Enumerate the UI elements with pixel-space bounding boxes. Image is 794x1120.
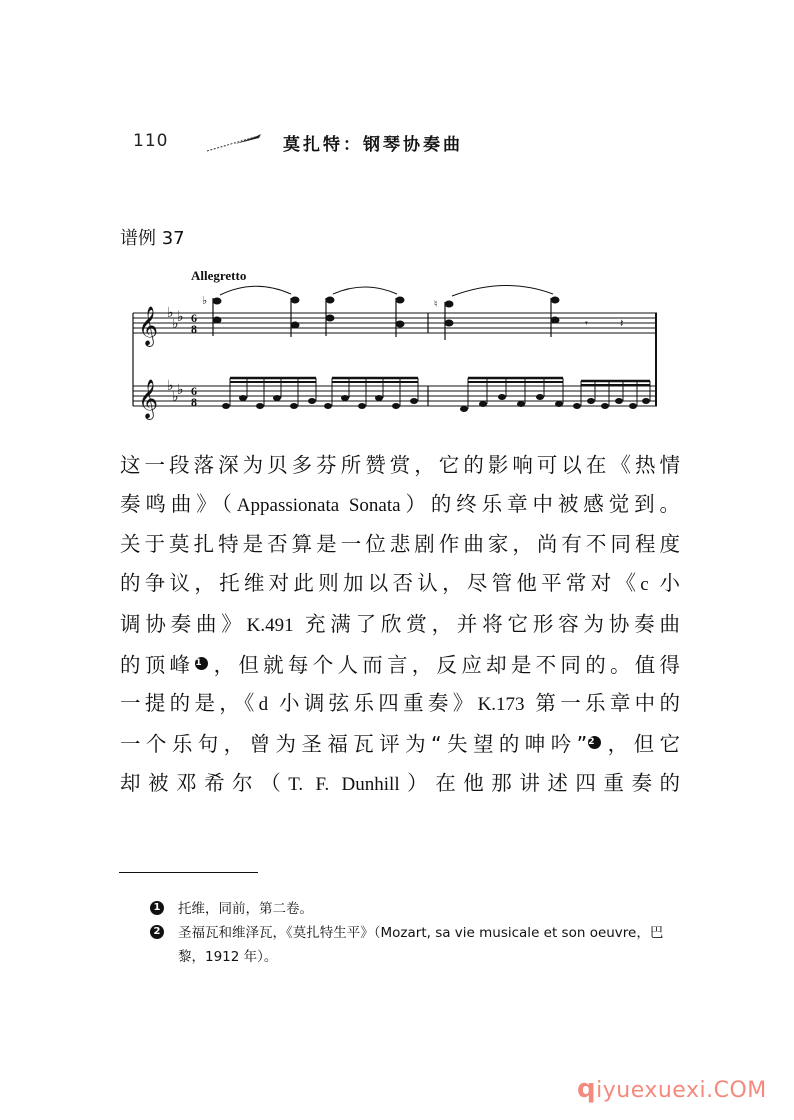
page-number: 110 [133, 131, 169, 151]
quill-pen-ornament-icon [205, 131, 265, 153]
footnote-number-icon: 1 [150, 901, 164, 915]
footnote-text: 托维，同前，第二卷。 [178, 901, 313, 917]
body-line: 关于莫扎特是否算是一位悲剧作曲家，尚有不同程度 [120, 532, 680, 557]
running-title: 莫扎特：钢琴协奏曲 [283, 135, 463, 155]
body-line [120, 764, 680, 805]
music-score-example [125, 280, 670, 420]
body-line [120, 725, 680, 764]
body-line [120, 646, 680, 685]
text-segment: ，但它 [602, 731, 680, 756]
lower-staff [133, 386, 657, 406]
body-line: 这一段落深为贝多芬所赞赏，它的影响可以在《热情 [120, 453, 680, 477]
footnote-ref-2[interactable]: 2 [588, 736, 601, 749]
tempo-marking: Allegretto [191, 268, 247, 283]
quarter-rest-icon: 𝄽 [620, 317, 624, 330]
flat-icon: ♭ [172, 316, 179, 332]
footnotes [150, 897, 690, 969]
text-segment: 奏鸣曲》（ [120, 491, 237, 516]
flat-icon: ♭ [177, 309, 184, 325]
treble-clef-icon: 𝄞 [138, 379, 159, 419]
body-paragraph [120, 446, 680, 804]
text-segment: 的争议，托维对此则加以否认，尽管他平常对《 [120, 571, 641, 596]
text-segment: 调协奏曲》 [120, 611, 247, 636]
svg-text:8: 8 [191, 395, 197, 409]
example-label: 谱例 37 [120, 228, 185, 249]
upper-staff [133, 313, 657, 333]
key-letter: c [640, 574, 649, 596]
text-segment: 一个乐句，曾为圣福瓦评为“失望的呻吟” [120, 731, 588, 756]
text-segment: 小调弦乐四重奏》 [268, 691, 478, 716]
body-line [120, 564, 680, 605]
body-line [120, 684, 680, 725]
flat-icon: ♭ [177, 382, 184, 398]
flat-icon: ♭ [167, 378, 174, 394]
treble-clef-icon: 𝄞 [138, 306, 159, 346]
latin-title: Appassionata Sonata [236, 494, 401, 516]
svg-text:♭: ♭ [202, 294, 208, 307]
text-segment: 充满了欣赏，并将它形容为协奏曲 [293, 611, 680, 636]
person-name: T. F. Dunhill [288, 773, 400, 795]
svg-text:6: 6 [191, 384, 197, 398]
watermark-prefix: q [577, 1074, 597, 1104]
flat-icon: ♭ [167, 305, 174, 321]
footnote-number-icon: 2 [150, 925, 164, 939]
body-line [120, 605, 680, 646]
text-segment: 却被邓希尔（ [120, 770, 289, 795]
svg-text:6: 6 [191, 311, 197, 325]
eighth-rest-icon: 𝄾 [585, 317, 588, 330]
text-segment: ）在他那讲述四重奏的 [399, 770, 681, 795]
key-letter: d [258, 694, 269, 716]
footnote-item [150, 921, 690, 969]
text-segment: 第一乐章中的 [524, 691, 680, 716]
text-segment: ）的终乐章中被感觉到。 [400, 491, 681, 516]
text-segment: 一提的是，《 [120, 691, 259, 716]
text-segment: ，但就每个人而言，反应却是不同的。值得 [209, 652, 681, 677]
flat-icon: ♭ [172, 389, 179, 405]
koechel-number: K.491 [246, 614, 294, 636]
body-line [120, 485, 680, 526]
text-segment: 小 [648, 571, 680, 596]
svg-text:♮: ♮ [434, 299, 438, 310]
svg-text:8: 8 [191, 322, 197, 336]
footnote-item [150, 897, 690, 921]
footnote-divider [119, 872, 258, 873]
footnote-text: 圣福瓦和维泽瓦，《莫扎特生平》（Mozart, sa vie musicale et son oeuvre，巴黎，1912 年）。 [178, 925, 664, 965]
site-watermark [577, 1074, 767, 1104]
text-segment: 的顶峰 [120, 652, 195, 677]
watermark-text: iyuexuexi.COM [596, 1078, 767, 1103]
koechel-number: K.173 [477, 694, 525, 716]
footnote-ref-1[interactable]: 1 [195, 657, 208, 670]
